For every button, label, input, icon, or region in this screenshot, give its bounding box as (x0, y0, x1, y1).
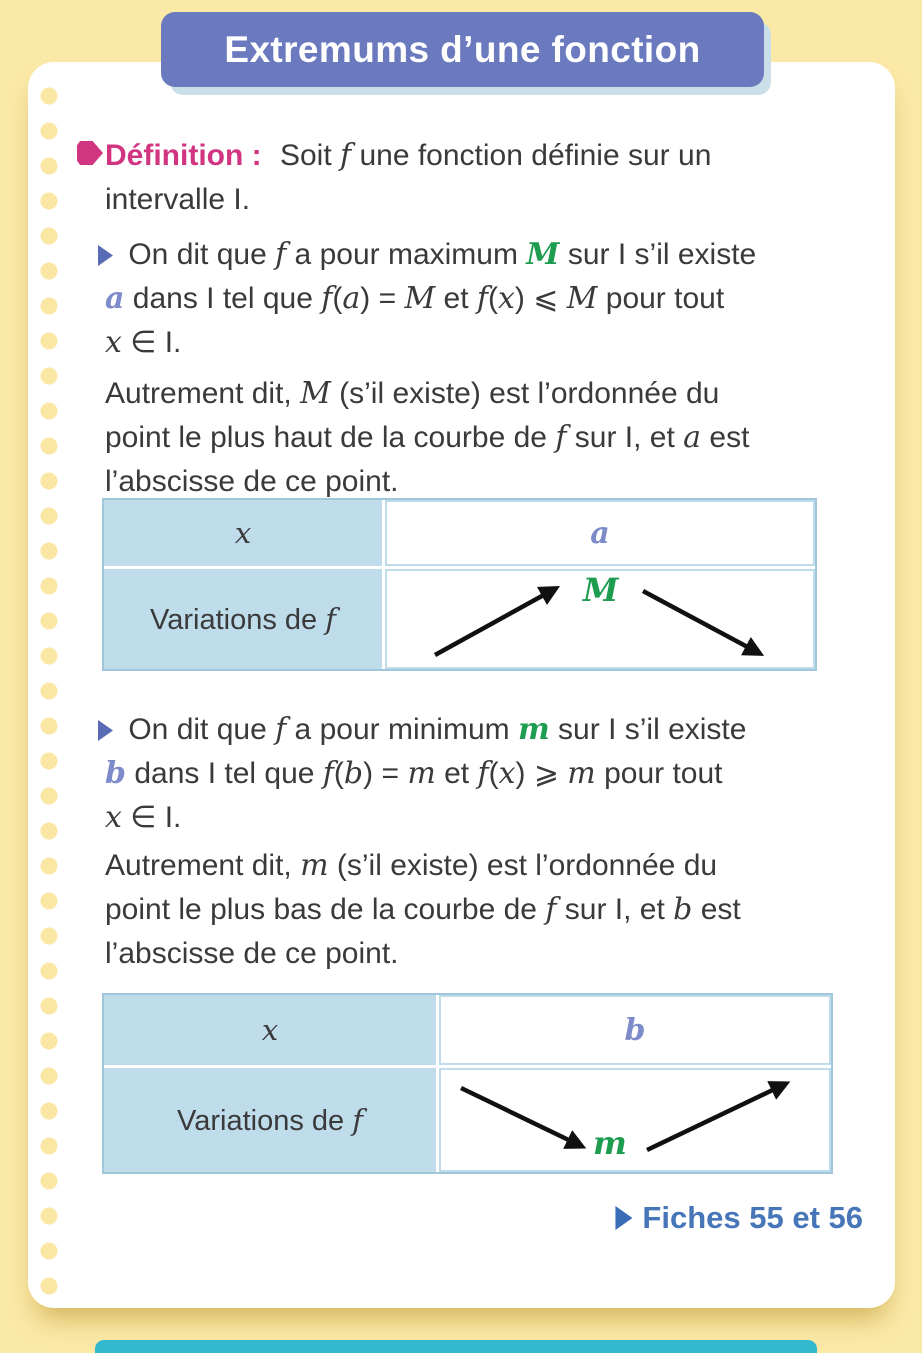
definition-bullet-icon (77, 141, 103, 165)
increasing-arrow-icon (425, 579, 570, 665)
minimum-text-2: b dans I tel que f(b) = m et f(x) ⩾ m pour tout (105, 756, 723, 791)
variations-label: Variations de f (150, 601, 336, 636)
maximum-expl-text-2: point le plus haut de la courbe de f sur I, et a est (105, 420, 750, 455)
minimum-line-3 (105, 796, 875, 840)
maximum-expl-text-1: Autrement dit, M (s’il existe) est l’ordonnée du (105, 376, 720, 411)
page-title: Extremums d’une fonction (224, 28, 701, 70)
maximum-expl-text-3: l’abscisse de ce point. (105, 465, 399, 498)
minimum-statement (105, 708, 875, 840)
abscissa-b: b (624, 1012, 646, 1048)
maximum-M: M (583, 571, 619, 609)
variations-label: Variations de f (177, 1102, 363, 1137)
definition-label: Définition : (105, 139, 262, 172)
triangle-bullet-icon (98, 245, 113, 266)
minimum-explanation (105, 844, 875, 976)
minimum-expl-line-2 (105, 888, 875, 932)
maximum-expl-line-2 (105, 416, 875, 460)
maximum-line-1 (105, 233, 875, 277)
table-x-value-cell (385, 500, 815, 566)
table-variations-header (104, 1068, 436, 1172)
maximum-text-2: a dans I tel que f(a) = M et f(x) ⩽ M pour tout (105, 281, 725, 316)
minimum-expl-text-1: Autrement dit, m (s’il existe) est l’ordonnée du (105, 848, 718, 883)
abscissa-a: a (590, 515, 610, 551)
definition-text: Soit f une fonction définie sur un (279, 138, 712, 173)
minimum-expl-text-3: l’abscisse de ce point. (105, 937, 399, 970)
flashcard (28, 62, 895, 1308)
maximum-text-1: On dit que f a pour maximum M sur I s’il existe (128, 237, 757, 272)
maximum-text-3: x ∈ I. (105, 325, 182, 360)
triangle-bullet-icon (615, 1206, 632, 1230)
table-x-header (104, 995, 436, 1065)
minimum-text-1: On dit que f a pour minimum m sur I s’il existe (128, 712, 747, 747)
fiches-reference-label: Fiches 55 et 56 (642, 1200, 863, 1235)
fiches-reference-link[interactable] (615, 1200, 863, 1236)
table-variations-cell (385, 569, 815, 669)
minimum-line-1 (105, 708, 875, 752)
punch-dots-decoration (38, 86, 60, 1302)
decreasing-arrow-icon (453, 1080, 593, 1160)
table-variations-cell (439, 1068, 831, 1172)
table-x-header (104, 500, 382, 566)
maximum-expl-line-1 (105, 372, 875, 416)
variation-table-minimum (102, 993, 833, 1174)
maximum-line-3 (105, 321, 875, 365)
minimum-m: m (593, 1124, 627, 1162)
maximum-line-2 (105, 277, 875, 321)
next-card-edge (95, 1340, 817, 1353)
triangle-bullet-icon (98, 720, 113, 741)
table-variations-header (104, 569, 382, 669)
definition-line-1 (105, 134, 875, 178)
maximum-explanation (105, 372, 875, 504)
variation-table-maximum (102, 498, 817, 671)
table-x-value-cell (439, 995, 831, 1065)
minimum-expl-text-2: point le plus bas de la courbe de f sur I, et b est (105, 892, 741, 927)
minimum-expl-line-1 (105, 844, 875, 888)
maximum-statement (105, 233, 875, 365)
x-label: x (234, 515, 252, 550)
decreasing-arrow-icon (635, 583, 770, 665)
increasing-arrow-icon (641, 1074, 796, 1160)
title-banner (161, 12, 764, 87)
minimum-line-2 (105, 752, 875, 796)
minimum-expl-line-3 (105, 932, 875, 976)
x-label: x (261, 1012, 279, 1047)
minimum-text-3: x ∈ I. (105, 800, 182, 835)
definition-line-2: intervalle I. (105, 183, 251, 216)
definition-paragraph (105, 134, 875, 222)
